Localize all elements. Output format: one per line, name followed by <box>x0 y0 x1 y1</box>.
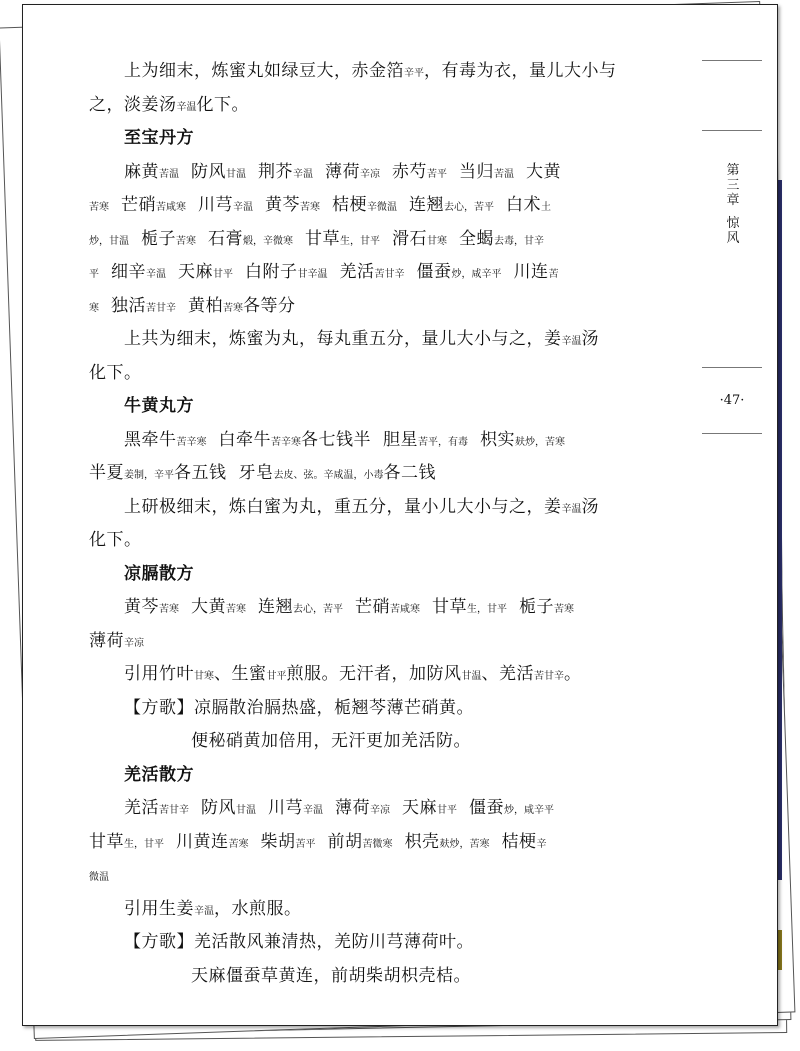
text-line <box>89 792 689 826</box>
chapter-heading <box>724 163 742 246</box>
main-text: 芒硝 <box>355 597 390 617</box>
main-text: 胆星 <box>383 429 418 450</box>
text-line <box>89 156 689 190</box>
section-title <box>89 558 689 592</box>
main-text: 黄芩 <box>124 597 159 617</box>
annotation: 辛凉 <box>360 168 380 180</box>
main-text: 化下。 <box>89 362 142 383</box>
text-line <box>89 256 689 290</box>
annotation: 甘温 <box>461 671 482 682</box>
main-text: 当归 <box>459 161 494 182</box>
annotation: 苦温 <box>159 168 179 180</box>
main-text: ，有毒为衣，量儿大小与 <box>424 61 617 81</box>
main-text: 引用生姜 <box>124 898 194 919</box>
main-text: 羌活 <box>124 798 159 818</box>
main-text: 白牵牛 <box>218 429 271 450</box>
main-text: 芒硝 <box>121 195 156 215</box>
main-text: 川芎 <box>268 798 303 818</box>
margin-rule <box>702 433 762 434</box>
annotation: 寒 <box>89 302 99 314</box>
annotation: 甘平 <box>213 269 233 280</box>
margin-rule <box>702 367 762 368</box>
main-text: 至宝丹方 <box>124 128 194 148</box>
main-text: 各二钱 <box>383 463 436 483</box>
annotation: 辛平 <box>404 68 424 79</box>
text-line <box>89 826 689 860</box>
main-text: 栀子 <box>519 597 554 617</box>
main-text: 甘草 <box>305 228 340 249</box>
text-line <box>89 960 689 994</box>
annotation: 苦寒 <box>228 838 249 850</box>
text-line <box>89 357 689 391</box>
margin-rule <box>702 130 762 131</box>
main-text: 桔梗 <box>332 195 367 215</box>
annotation: 甘辛温 <box>297 269 328 280</box>
main-text: 枳壳 <box>404 831 440 852</box>
main-text: 荆芥 <box>258 161 293 182</box>
main-text: 各等分 <box>243 295 296 316</box>
annotation: 甘温 <box>226 168 246 180</box>
main-text: 。 <box>564 664 582 684</box>
annotation: 辛温 <box>233 202 253 213</box>
main-text: 天麻 <box>178 262 213 282</box>
main-text: 甘草 <box>432 597 467 617</box>
page-margin-sidebar <box>702 5 764 1025</box>
main-text: 连翘 <box>409 195 444 215</box>
text-line <box>89 591 689 625</box>
annotation: 辛温 <box>303 805 323 816</box>
annotation: 苦 <box>548 269 559 280</box>
text-line <box>89 658 689 692</box>
main-text: 白术 <box>506 195 541 215</box>
annotation: 苦平 <box>427 168 447 180</box>
annotation: 煅，辛微寒 <box>243 235 293 247</box>
main-text: ，水煎服。 <box>214 898 302 919</box>
text-line <box>89 424 689 458</box>
main-text: 连翘 <box>258 597 293 617</box>
text-line <box>89 625 689 659</box>
text-line <box>89 893 689 927</box>
text-line <box>89 55 689 89</box>
main-text: 僵蚕 <box>416 262 452 282</box>
annotation: 辛温 <box>561 336 582 347</box>
margin-rule <box>702 60 762 61</box>
main-text: 汤 <box>581 329 599 349</box>
annotation: 苦寒 <box>176 235 196 247</box>
main-text: 之，淡姜汤 <box>89 94 177 115</box>
section-title <box>89 390 689 424</box>
main-text: 汤 <box>581 496 599 517</box>
annotation: 炒，咸辛平 <box>504 805 554 816</box>
main-text: 栀子 <box>141 228 176 249</box>
annotation: 微温 <box>89 872 109 883</box>
main-text: 川连 <box>513 262 549 282</box>
main-text: 化下。 <box>196 94 249 115</box>
annotation: 苦微寒 <box>362 838 393 850</box>
annotation: 辛微温 <box>367 202 397 213</box>
annotation: 生，甘平 <box>124 838 164 850</box>
main-text: 枳实 <box>480 429 515 450</box>
annotation: 麸炒，苦寒 <box>439 838 490 850</box>
main-text: 各五钱 <box>174 463 227 483</box>
main-text: 【方歌】凉膈散治膈热盛，栀翘芩薄芒硝黄。 <box>124 697 474 718</box>
main-text: 、羌活 <box>481 664 534 684</box>
main-text: 上共为细末，炼蜜为丸，每丸重五分，量儿大小与之，姜 <box>124 329 562 349</box>
main-text: 细辛 <box>111 262 146 282</box>
annotation: 苦咸寒 <box>390 604 420 615</box>
text-line <box>89 223 689 257</box>
annotation: 去毒，甘辛 <box>494 235 544 247</box>
annotation: 生，甘平 <box>467 604 507 615</box>
text-line <box>89 189 689 223</box>
text-line <box>89 725 689 759</box>
annotation: 苦甘辛 <box>534 671 564 682</box>
text-line <box>89 859 689 893</box>
main-text: 牛黄丸方 <box>124 396 194 416</box>
main-text: 半夏 <box>89 463 124 483</box>
text-line <box>89 491 689 525</box>
annotation: 去心，苦平 <box>444 202 494 213</box>
page-number: ·47· <box>719 393 745 408</box>
main-text: 川黄连 <box>176 831 229 852</box>
annotation: 炒，咸辛平 <box>451 269 502 280</box>
main-text: 独活 <box>111 295 146 316</box>
annotation: 苦寒 <box>159 604 179 615</box>
annotation: 苦平，有毒 <box>418 436 468 448</box>
annotation: 苦寒 <box>89 202 109 213</box>
annotation: 甘寒 <box>427 235 447 247</box>
main-text: 各七钱半 <box>301 429 371 450</box>
main-text: 羌活散方 <box>124 764 194 785</box>
annotation: 苦辛寒 <box>176 436 207 448</box>
main-text: 大黄 <box>191 597 226 617</box>
annotation: 麸炒，苦寒 <box>515 436 565 448</box>
annotation: 辛 <box>536 838 547 850</box>
text-line <box>89 290 689 324</box>
main-text: 薄荷 <box>325 161 360 182</box>
main-text: 天麻 <box>402 798 437 818</box>
main-text: 石膏 <box>208 228 243 249</box>
text-line <box>89 323 689 357</box>
page-body <box>89 55 689 993</box>
main-text: 、生蜜 <box>214 664 267 684</box>
main-text: 天麻僵蚕草黄连，前胡柴胡枳壳桔。 <box>191 965 471 986</box>
main-text: 牙皂 <box>238 463 274 483</box>
annotation: 辛温 <box>293 168 313 180</box>
annotation: 苦咸寒 <box>156 202 186 213</box>
main-text: 僵蚕 <box>469 798 504 818</box>
annotation: 去心，苦平 <box>293 604 343 615</box>
annotation: 苦温 <box>494 168 514 180</box>
main-text: 薄荷 <box>335 798 370 818</box>
annotation: 辛温 <box>176 101 197 113</box>
annotation: 甘温 <box>236 805 256 816</box>
main-text: 黄柏 <box>188 295 223 316</box>
main-text: 黄芩 <box>265 195 300 215</box>
main-text: 上为细末，炼蜜丸如绿豆大，赤金箔 <box>124 61 404 81</box>
annotation: 辛温 <box>146 269 166 280</box>
main-text: 煎服。无汗者，加防风 <box>286 664 462 684</box>
annotation: 苦甘辛 <box>159 805 189 816</box>
main-text: 滑石 <box>392 228 427 249</box>
main-text: 防风 <box>201 798 236 818</box>
chapter-label: 第 三 章 <box>726 163 740 208</box>
annotation: 苦平 <box>295 838 316 850</box>
text-line <box>89 692 689 726</box>
main-text: 引用竹叶 <box>124 664 194 684</box>
annotation: 苦寒 <box>300 202 320 213</box>
chapter-title: 惊 风 <box>726 216 740 246</box>
main-text: 赤芍 <box>392 161 427 182</box>
main-text: 防风 <box>191 161 226 182</box>
main-text: 上研极细末，炼白蜜为丸，重五分，量小儿大小与之，姜 <box>124 496 562 517</box>
main-text: 羌活 <box>339 262 375 282</box>
annotation: 辛凉 <box>370 805 390 816</box>
annotation: 苦甘辛 <box>374 269 405 280</box>
main-text: 白附子 <box>245 262 298 282</box>
text-line <box>89 457 689 491</box>
annotation: 生，甘平 <box>340 235 380 247</box>
main-text: 化下。 <box>89 530 142 550</box>
book-page <box>22 4 778 1026</box>
text-line <box>89 926 689 960</box>
main-text: 便秘硝黄加倍用，无汗更加羌活防。 <box>191 731 471 751</box>
annotation: 苦甘辛 <box>146 302 176 314</box>
annotation: 甘平 <box>437 805 457 816</box>
annotation: 姜制，辛平 <box>124 470 174 481</box>
main-text: 大黄 <box>526 161 561 182</box>
annotation: 土 <box>541 202 551 213</box>
section-title <box>89 759 689 793</box>
main-text: 薄荷 <box>89 630 124 651</box>
annotation: 去皮、弦。辛咸温，小毒 <box>273 470 384 481</box>
main-text: 甘草 <box>89 831 124 852</box>
annotation: 炒，甘温 <box>89 235 129 247</box>
main-text: 桔梗 <box>501 831 537 852</box>
main-text: 全蝎 <box>459 228 494 249</box>
annotation: 苦寒 <box>226 604 246 615</box>
text-line <box>89 524 689 558</box>
annotation: 甘寒 <box>194 671 214 682</box>
annotation: 辛凉 <box>124 637 144 649</box>
annotation: 平 <box>89 269 99 280</box>
section-title <box>89 122 689 156</box>
main-text: 川芎 <box>198 195 233 215</box>
annotation: 甘平 <box>266 671 287 682</box>
text-line <box>89 89 689 123</box>
annotation: 辛温 <box>561 503 582 515</box>
annotation: 辛温 <box>194 905 214 917</box>
main-text: 麻黄 <box>124 161 159 182</box>
main-text: 凉膈散方 <box>124 563 194 584</box>
main-text: 柴胡 <box>260 831 296 852</box>
main-text: 【方歌】羌活散风兼清热，羌防川芎薄荷叶。 <box>124 932 474 952</box>
annotation: 苦寒 <box>223 302 243 314</box>
main-text: 前胡 <box>327 831 363 852</box>
annotation: 苦寒 <box>554 604 574 615</box>
main-text: 黑牵牛 <box>124 429 177 450</box>
annotation: 苦辛寒 <box>271 436 301 448</box>
